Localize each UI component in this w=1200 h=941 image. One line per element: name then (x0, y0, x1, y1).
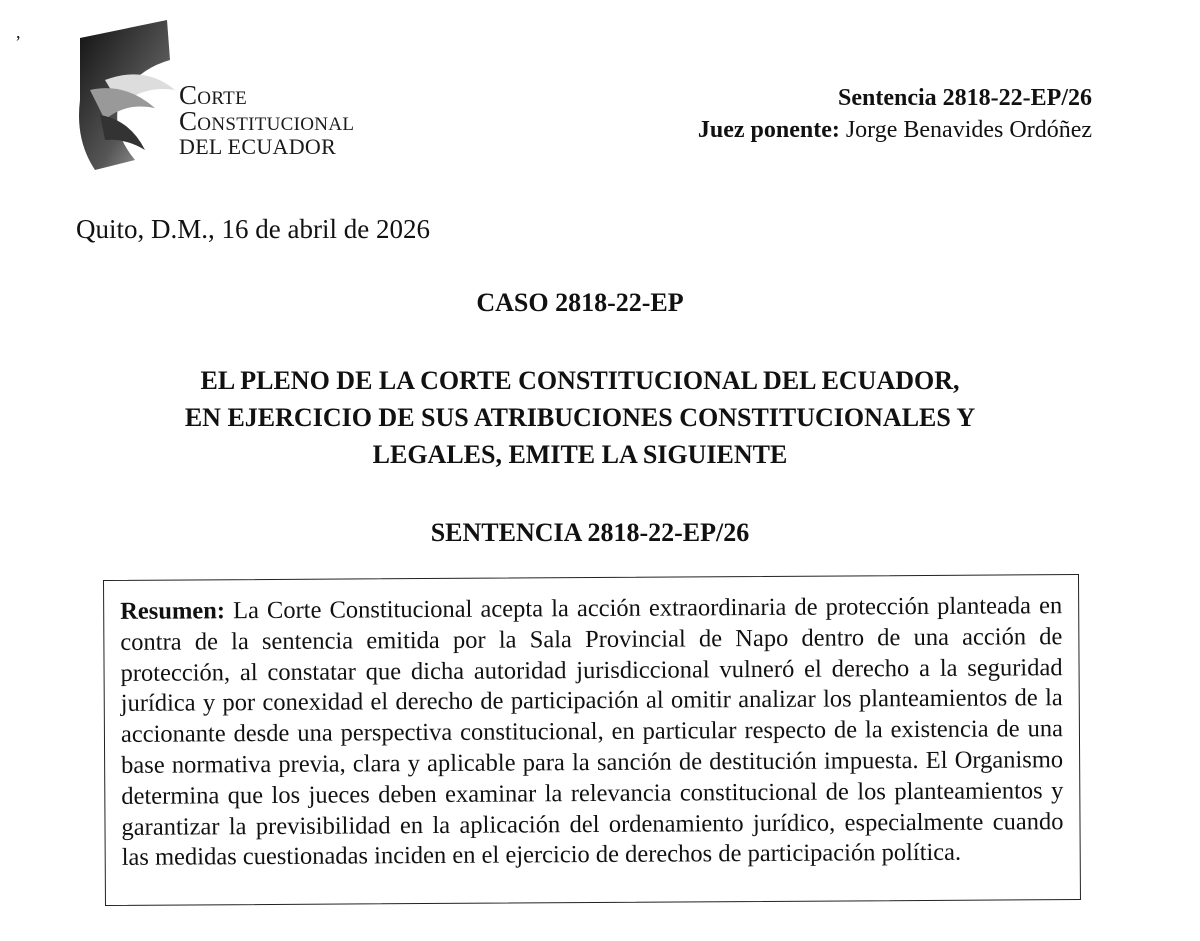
sentencia-number: Sentencia 2818-22-EP/26 (838, 85, 1092, 111)
pleno-line: LEGALES, EMITE LA SIGUIENTE (372, 440, 788, 469)
sentencia-title: SENTENCIA 2818-22-EP/26 (430, 518, 750, 547)
scan-mark: , (16, 22, 21, 42)
judge-line (698, 114, 1092, 146)
logo-line-del-ecuador: DEL ECUADOR (179, 134, 337, 159)
court-emblem-icon (75, 20, 185, 170)
summary-text: La Corte Constitucional acepta la acción extraordinaria de protección planteada en contra de la sentencia emitida por la Sala Provincial de Napo dentro de una acción de protección, al constatar que dicha autoridad jurisdiccional vulneró el derecho a la seguridad jurídica y por conexidad el derecho de participación al omitir analizar los planteamientos de la accionante desde una perspectiva constitucional, en particular respecto de la existencia de una base normativa previa, clara y aplicable para la sanción de destitución impuesta. El Organismo determina que los jueces deben examinar la relevancia constitucional de los planteamientos y garantizar la previsibilidad en la aplicación del ordenamiento jurídico, especialmente cuando las medidas cuestionadas inciden en el ejercicio de derechos de participación política. (120, 592, 1064, 872)
court-logo (75, 20, 415, 170)
judge-label: Juez ponente: (697, 117, 840, 143)
summary-box (103, 574, 1081, 906)
logo-line-corte: Corte (179, 80, 247, 110)
pleno-heading (120, 362, 1040, 473)
case-number: CASO 2818-22-EP (476, 288, 684, 317)
logo-line-constitucional: Constitucional (179, 106, 355, 136)
document-header (698, 82, 1092, 146)
pleno-line: EN EJERCICIO DE SUS ATRIBUCIONES CONSTITUCIONALES Y (184, 403, 976, 432)
summary-label: Resumen: (120, 597, 226, 625)
judge-name: Jorge Benavides Ordóñez (845, 117, 1092, 143)
document-date: Quito, D.M., 16 de abril de 2026 (76, 214, 430, 244)
pleno-line: EL PLENO DE LA CORTE CONSTITUCIONAL DEL ECUADOR, (200, 366, 960, 395)
